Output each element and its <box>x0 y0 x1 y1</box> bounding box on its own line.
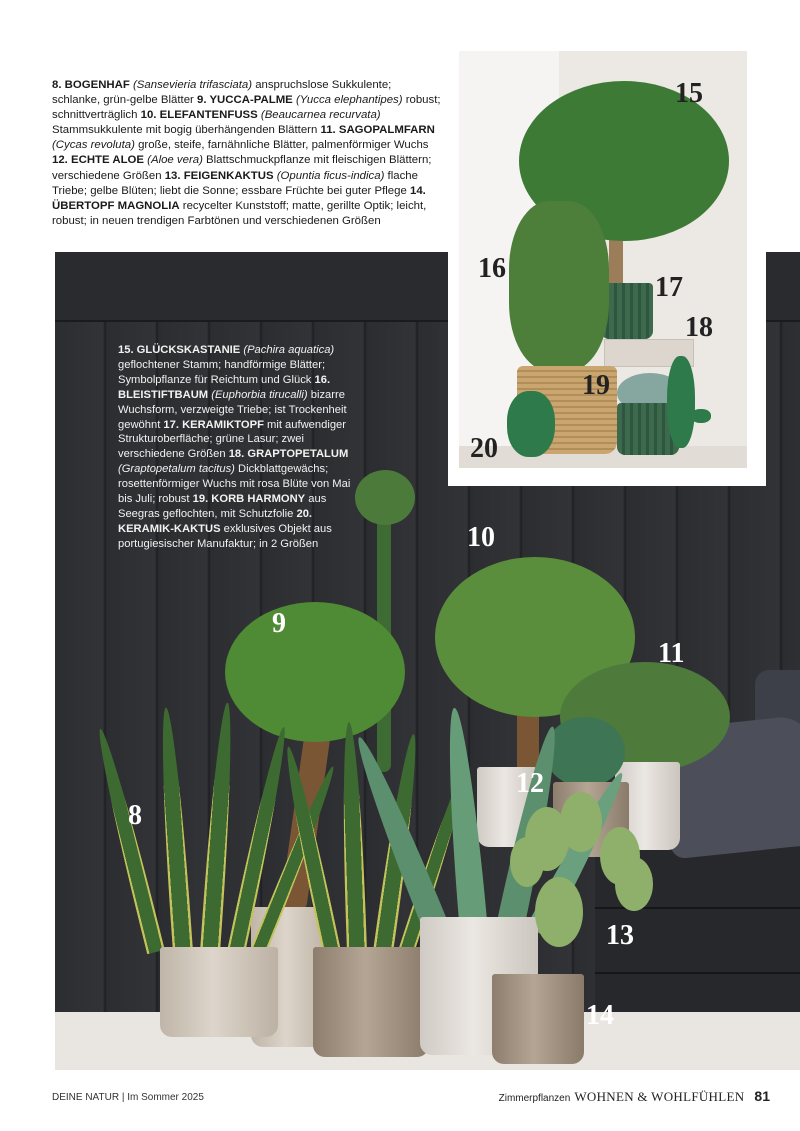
cactus-pad <box>560 792 602 852</box>
photo-number-9: 9 <box>272 608 286 639</box>
footer-right <box>499 1088 770 1105</box>
photo-number-14: 14 <box>586 1000 614 1031</box>
intro-text <box>52 78 442 229</box>
item-20-desc: exklusives Objekt aus portugiesischer Manufaktur; in 2 Größen <box>118 522 332 550</box>
pencil-tree-small <box>509 201 609 371</box>
item-13-title: 13. FEIGENKAKTUS <box>164 169 274 182</box>
item-12-desc: Blattschmuckpflanze mit fleischigen Blättern; verschiedene Größen <box>52 154 432 182</box>
bench-slat <box>595 972 800 974</box>
photo-number-20: 20 <box>470 433 498 464</box>
ceramic-cactus-small <box>507 391 555 457</box>
item-9-desc: robust; schnittverträglich <box>52 94 441 122</box>
pot-snake-plant-center <box>313 947 429 1057</box>
item-15-desc: geflochtener Stamm; handförmige Blätter; Symbolpflanze für Reichtum und Glück <box>118 358 326 386</box>
photo-number-13: 13 <box>606 920 634 951</box>
photo-number-12: 12 <box>516 768 544 799</box>
yucca-foliage <box>225 602 405 742</box>
item-9-latin: (Yucca elephantipes) <box>295 94 403 107</box>
item-13-latin: (Opuntia ficus-indica) <box>276 169 385 182</box>
cactus-pad <box>510 837 544 887</box>
item-18-desc: Dickblattgewächs; rosettenförmiger Wuchs mit rosa Blüte von Mai bis Juli; robust <box>118 463 351 506</box>
ceramic-cactus-tall <box>667 356 695 448</box>
photo-number-11: 11 <box>658 638 685 669</box>
page-number: 81 <box>754 1088 770 1104</box>
item-11-title: 11. SAGOPALMFARN <box>320 124 435 137</box>
item-10-latin: (Beaucarnea recurvata) <box>260 109 381 122</box>
photo-number-18: 18 <box>685 312 713 343</box>
pot-snake-plant-left <box>160 947 278 1037</box>
pot-opuntia <box>492 974 584 1064</box>
item-8-latin: (Sansevieria trifasciata) <box>133 79 253 91</box>
item-10-title: 10. ELEFANTENFUSS <box>140 109 258 122</box>
item-12-title: 12. ECHTE ALOE <box>52 154 144 167</box>
photo-number-19: 19 <box>582 370 610 401</box>
item-9-title: 9. YUCCA-PALME <box>197 94 293 107</box>
item-18-title: 18. GRAPTOPETALUM <box>228 448 349 461</box>
euphorbia-crown <box>355 470 415 525</box>
footer-magazine-issue: DEINE NATUR | Im Sommer 2025 <box>52 1092 204 1103</box>
item-17-desc: mit aufwendiger Strukturoberfläche; grüne Lasur; zwei verschiedene Größen <box>118 418 346 461</box>
item-20-title: 20. KERAMIK-KAKTUS <box>118 507 313 535</box>
item-19-desc: aus Seegras geflochten, mit Schutzfolie <box>118 493 327 520</box>
item-14-desc: recycelter Kunststoff; matte, gerillte Optik; leicht, robust; in neuen trendigen Farbtönen und verschiedenen Größen <box>52 199 427 227</box>
item-17-title: 17. KERAMIKTOPF <box>163 418 264 431</box>
item-16-desc: bizarre Wuchsform, verzweigte Triebe; ist Trockenheit gewöhnt <box>118 388 347 431</box>
photo-number-10: 10 <box>467 522 495 553</box>
item-16-latin: (Euphorbia tirucalli) <box>211 388 308 401</box>
cactus-pad <box>615 857 653 911</box>
footer-title: WOHNEN & WOHLFÜHLEN <box>574 1089 745 1104</box>
item-10-desc: Stammsukkulente mit bogig überhängenden Blättern <box>52 124 321 137</box>
item-8-desc: anspruchslose Sukkulente; schlanke, grün-gelbe Blätter <box>52 79 392 107</box>
photo-number-16: 16 <box>478 253 506 284</box>
item-15-title: 15. GLÜCKSKASTANIE <box>118 344 241 356</box>
item-12-latin: (Aloe vera) <box>147 154 203 167</box>
item-16-title: 16. BLEISTIFTBAUM <box>118 373 331 401</box>
item-11-desc: große, steife, farnähnliche Blätter, palmenförmiger Wuchs <box>134 139 429 152</box>
item-19-title: 19. KORB HARMONY <box>192 493 306 506</box>
footer-section: Zimmerpflanzen <box>498 1093 571 1104</box>
item-14-title: 14. ÜBERTOPF MAGNOLIA <box>52 184 426 212</box>
haworthia <box>545 717 625 787</box>
ceramic-cactus-arm <box>691 409 711 423</box>
item-11-latin: (Cycas revoluta) <box>52 139 135 152</box>
item-18-latin: (Graptopetalum tacitus) <box>118 463 235 476</box>
item-13-desc: flache Triebe; gelbe Blüten; liebt die Sonne; essbare Früchte bei guter Pflege <box>52 169 418 197</box>
item-15-latin: (Pachira aquatica) <box>243 344 335 356</box>
photo-number-8: 8 <box>128 800 142 831</box>
caption-text <box>118 343 353 552</box>
photo-number-15: 15 <box>675 78 703 109</box>
item-8-title: 8. BOGENHAF <box>52 79 130 91</box>
cactus-pad <box>535 877 583 947</box>
photo-number-17: 17 <box>655 272 683 303</box>
